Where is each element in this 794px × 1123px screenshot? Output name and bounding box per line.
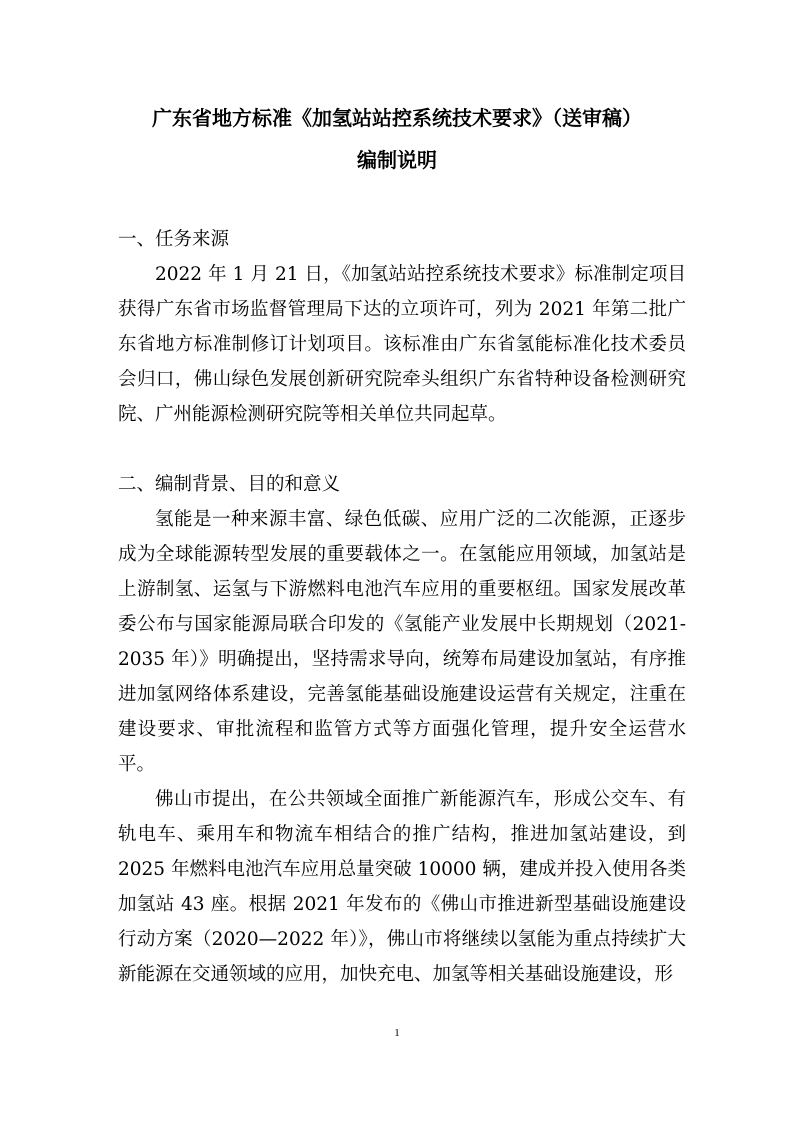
document-body [118, 222, 686, 992]
page-number: 1 [394, 1027, 400, 1039]
paragraph: 2022 年 1 月 21 日，《加氢站站控系统技术要求》标准制定项目获得广东省市场监督管理局下达的立项许可，列为 2021 年第二批广东省地方标准制修订计划项目。该标准由广东省氢能标准化技术委员会归口，佛山绿色发展创新研究院牵头组织广东省特种设备检测研究院、广州能源检测研究院等相关单位共同起草。 [118, 264, 686, 425]
section-heading: 二、编制背景、目的和意义 [118, 474, 341, 495]
section-task-source [118, 222, 686, 432]
section-spacer [118, 432, 686, 467]
document-subtitle: 编制说明 [357, 148, 437, 172]
section-heading: 一、任务来源 [118, 229, 230, 250]
paragraph: 佛山市提出，在公共领域全面推广新能源汽车，形成公交车、有轨电车、乘用车和物流车相结合的推广结构，推进加氢站建设，到 2025 年燃料电池汽车应用总量突破 10000 辆，建成并投入使用各类加氢站 43 座。根据 2021 年发布的《佛山市推进新型基础设施建设行动方案（2020—2022 年）》，佛山市将继续以氢能为重点持续扩大新能源在交通领域的应用，加快充电、加氢等相关基础设施建设，形 [118, 789, 686, 985]
paragraph: 氢能是一种来源丰富、绿色低碳、应用广泛的二次能源，正逐步成为全球能源转型发展的重要载体之一。在氢能应用领域，加氢站是上游制氢、运氢与下游燃料电池汽车应用的重要枢纽。国家发展改革委公布与国家能源局联合印发的《氢能产业发展中长期规划（2021-2035 年）》明确提出，坚持需求导向，统筹布局建设加氢站，有序推进加氢网络体系建设，完善氢能基础设施建设运营有关规定，注重在建设要求、审批流程和监管方式等方面强化管理，提升安全运营水平。 [118, 509, 686, 775]
section-background [118, 467, 686, 992]
document-title: 广东省地方标准《加氢站站控系统技术要求》（送审稿） [152, 106, 642, 130]
